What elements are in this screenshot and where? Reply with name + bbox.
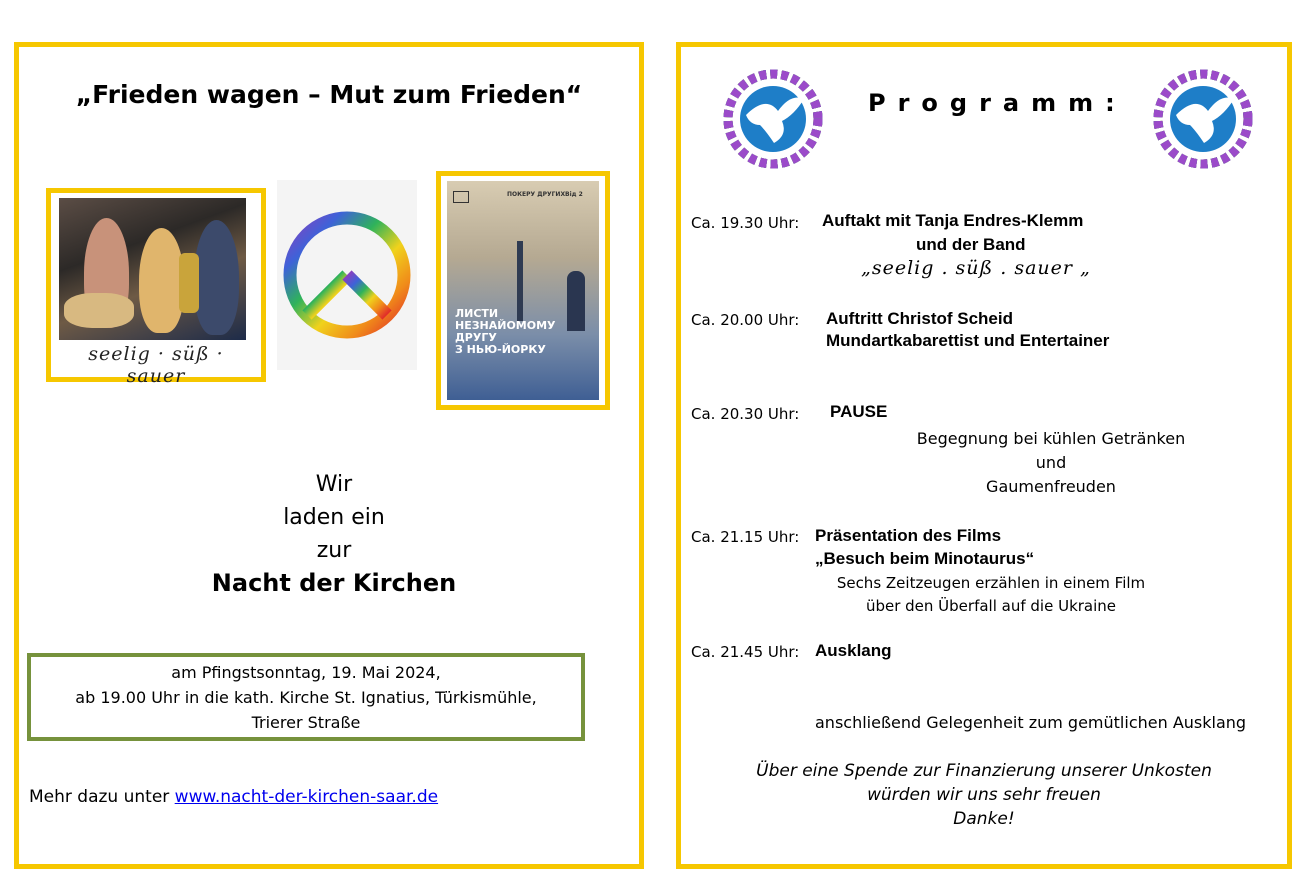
program-item-subtitle: Mundartkabarettist und Entertainer <box>826 331 1110 350</box>
program-item-title: Ausklang <box>815 641 892 660</box>
invite-line: Wir <box>315 472 353 497</box>
invitation-panel <box>14 42 644 869</box>
event-name: Nacht der Kirchen <box>211 569 457 597</box>
program-item-detail: Begegnung bei kühlen Getränken <box>916 429 1186 448</box>
band-photo-image <box>59 198 246 340</box>
website-link[interactable]: www.nacht-der-kirchen-saar.de <box>174 787 439 807</box>
more-info-text: Mehr dazu unter <box>29 787 175 807</box>
program-time: Ca. 21.45 Uhr: <box>691 643 800 661</box>
program-time: Ca. 21.15 Uhr: <box>691 528 800 546</box>
program-item-subtitle: und der Band <box>916 235 1026 254</box>
band-caption: seelig · süß · sauer <box>88 343 224 387</box>
thanks-text: Danke! <box>953 809 1015 829</box>
donation-note: würden wir uns sehr freuen <box>867 785 1101 805</box>
event-street: Trierer Straße <box>251 713 361 732</box>
poster-title: ЛИСТИ НЕЗНАЙОМОМУ ДРУГУ З НЬЮ-ЙОРКУ <box>455 307 556 356</box>
program-time: Ca. 20.30 Uhr: <box>691 405 800 423</box>
program-item-detail: über den Überfall auf die Ukraine <box>865 597 1117 615</box>
event-info-box <box>27 653 585 741</box>
program-item-subtitle: „Besuch beim Minotaurus“ <box>815 549 1035 568</box>
program-item-detail: und <box>1035 453 1067 472</box>
page-title: „Frieden wagen – Mut zum Frieden“ <box>75 80 583 109</box>
program-time: Ca. 20.00 Uhr: <box>691 311 800 329</box>
program-item-title: Auftritt Christof Scheid <box>826 309 1013 328</box>
dove-globe-logo-icon <box>716 65 831 173</box>
band-name: „seelig . süß . sauer „ <box>861 257 1091 279</box>
event-location: ab 19.00 Uhr in die kath. Kirche St. Ignatius, Türkismühle, <box>75 688 537 707</box>
event-date: am Pfingstsonntag, 19. Mai 2024, <box>171 663 441 682</box>
invite-line: laden ein <box>283 505 385 530</box>
more-info <box>29 787 438 807</box>
band-photo <box>46 188 266 387</box>
poster-header-center: ПОКЕРУ ДРУГИХ <box>507 191 566 198</box>
program-item-title: Präsentation des Films <box>815 526 1002 545</box>
program-panel <box>676 42 1292 869</box>
closing-note: anschließend Gelegenheit zum gemütlichen Ausklang <box>815 713 1247 732</box>
invite-line: zur <box>316 538 352 563</box>
peace-sign-icon <box>277 180 417 370</box>
program-item-detail: Gaumenfreuden <box>986 477 1116 496</box>
donation-note: Über eine Spende zur Finanzierung unserer Unkosten <box>756 761 1212 781</box>
program-title: Programm: <box>868 89 1127 117</box>
dove-globe-logo-icon <box>1146 65 1261 173</box>
film-poster-image <box>447 181 599 400</box>
program-item-title: Auftakt mit Tanja Endres-Klemm <box>822 211 1084 230</box>
poster-header-right: Від 2 <box>565 191 583 198</box>
program-item-detail: Sechs Zeitzeugen erzählen in einem Film <box>836 574 1146 592</box>
program-time: Ca. 19.30 Uhr: <box>691 214 800 232</box>
film-poster <box>436 171 610 410</box>
program-item-title: PAUSE <box>830 402 888 421</box>
